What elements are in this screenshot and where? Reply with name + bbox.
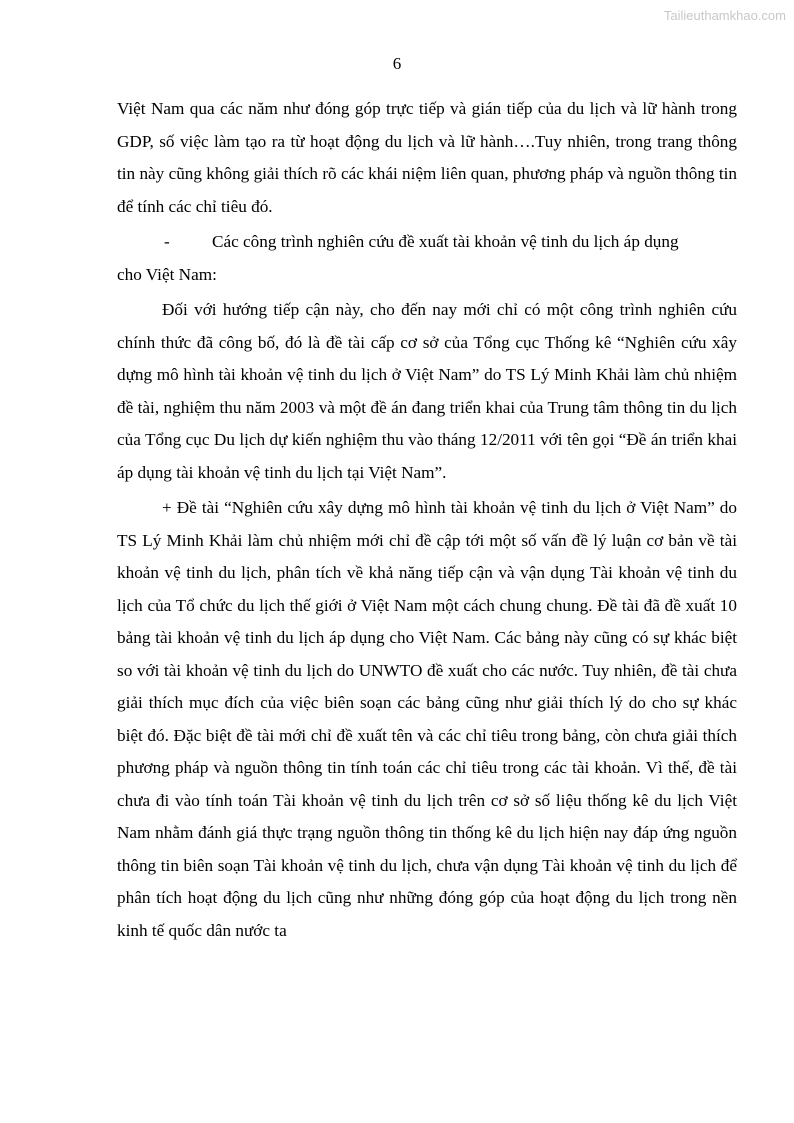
paragraph-intro: Việt Nam qua các năm như đóng góp trực tiếp và gián tiếp của du lịch và lữ hành trong GDP, số việc làm tạo ra từ hoạt động du lịch và lữ hành….Tuy nhiên, trong trang thông tin này cũng không giải thích rõ các khái niệm liên quan, phương pháp và nguồn thông tin để tính các chỉ tiêu đó.: [117, 99, 737, 216]
paragraph-approach: Đối với hướng tiếp cận này, cho đến nay mới chỉ có một công trình nghiên cứu chính thức đã công bố, đó là đề tài cấp cơ sở của Tổng cục Thống kê “Nghiên cứu xây dựng mô hình tài khoản vệ tinh du lịch ở Việt Nam” do TS Lý Minh Khải làm chủ nhiệm đề tài, nghiệm thu năm 2003 và một đề án đang triển khai của Trung tâm thông tin du lịch của Tổng cục Du lịch dự kiến nghiệm thu vào tháng 12/2011 với tên gọi “Đề án triển khai áp dụng tài khoản vệ tinh du lịch tại Việt Nam”.: [117, 300, 737, 482]
paragraph-project-review: + Đề tài “Nghiên cứu xây dựng mô hình tài khoản vệ tinh du lịch ở Việt Nam” do TS Lý Minh Khải làm chủ nhiệm mới chỉ đề cập tới một số vấn đề lý luận cơ bản về tài khoản vệ tinh du lịch, phân tích về khả năng tiếp cận và vận dụng Tài khoản vệ tinh du lịch của Tổ chức du lịch thế giới ở Việt Nam một cách chung chung. Đề tài đã đề xuất 10 bảng tài khoản vệ tinh du lịch áp dụng cho Việt Nam. Các bảng này cũng có sự khác biệt so với tài khoản vệ tinh du lịch do UNWTO đề xuất cho các nước. Tuy nhiên, đề tài chưa giải thích mục đích của việc biên soạn các bảng cũng như giải thích lý do cho sự khác biệt đó. Đặc biệt đề tài mới chỉ đề xuất tên và các chỉ tiêu trong bảng, còn chưa giải thích phương pháp và nguồn thông tin tính toán các chỉ tiêu trong các tài khoản. Vì thế, đề tài chưa đi vào tính toán Tài khoản vệ tinh du lịch trên cơ sở số liệu thống kê du lịch Việt Nam nhằm đánh giá thực trạng nguồn thông tin thống kê du lịch hiện nay đáp ứng nguồn thông tin biên soạn Tài khoản vệ tinh du lịch, chưa vận dụng Tài khoản vệ tinh du lịch để phân tích hoạt động du lịch cũng như những đóng góp của hoạt động du lịch trong nền kinh tế quốc dân nước ta: [117, 498, 737, 940]
bullet-item: [117, 226, 737, 259]
bullet-continuation: cho Việt Nam:: [117, 264, 217, 284]
document-body: [117, 93, 737, 947]
watermark: Tailieuthamkhao.com: [663, 8, 786, 23]
bullet-dash: -: [164, 232, 170, 251]
page-number: 6: [392, 54, 402, 73]
bullet-text: Các công trình nghiên cứu đề xuất tài khoản vệ tinh du lịch áp dụng: [212, 232, 679, 251]
